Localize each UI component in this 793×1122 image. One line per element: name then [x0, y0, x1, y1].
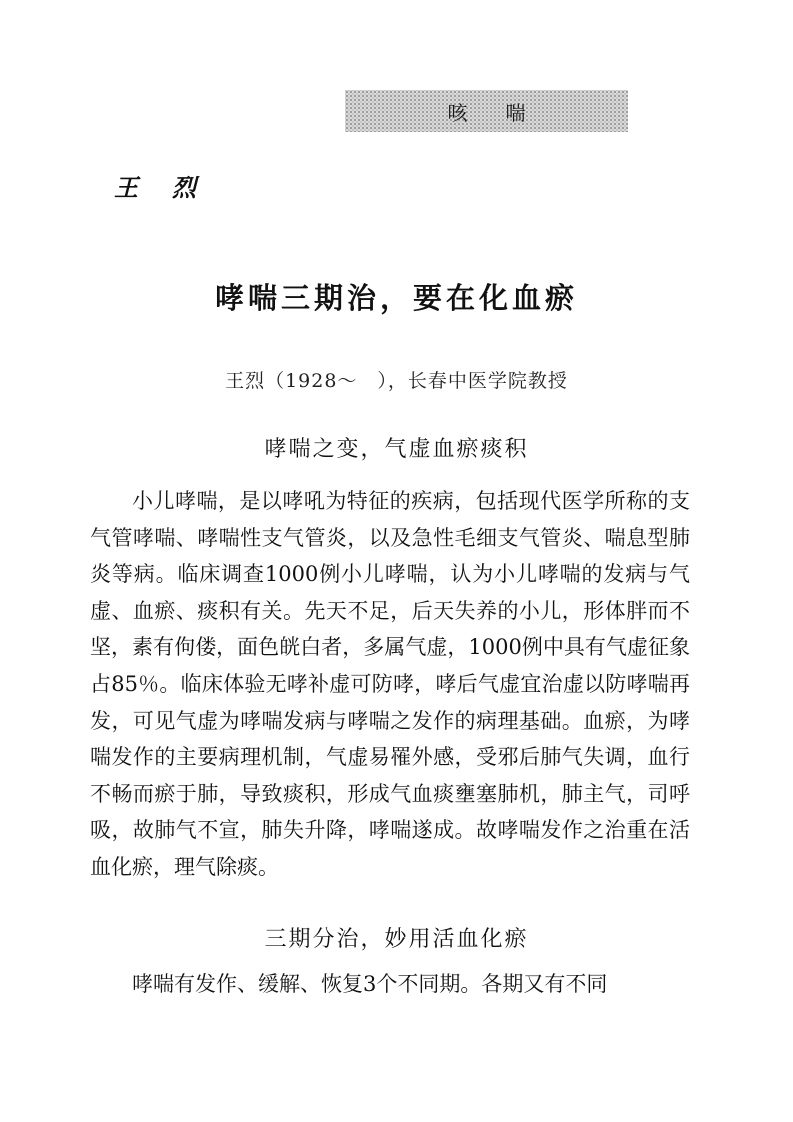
section-paragraph: 哮喘有发作、缓解、恢复3个不同期。各期又有不同: [132, 972, 608, 996]
author-name: 王烈: [114, 173, 230, 202]
category-label: 咳喘: [447, 100, 564, 125]
author-byline: 王烈（1928～ ），长春中医学院教授: [225, 370, 568, 392]
section-heading: 三期分治，妙用活血化瘀: [264, 927, 529, 952]
category-banner: [345, 90, 628, 132]
article-title: 哮喘三期治，要在化血瘀: [214, 281, 578, 315]
section-paragraph: 小儿哮喘，是以哮吼为特征的疾病，包括现代医学所称的支气管哮喘、哮喘性支气管炎，以及急性毛细支气管炎、喘息型肺炎等病。临床调查1000例小儿哮喘，认为小儿哮喘的发病与气虚、血瘀、痰积有关。先天不足，后天失养的小儿，形体胖而不坚，素有佝偻，面色㿠白者，多属气虚，1000例中具有气虚征象占85％。临床体验无哮补虚可防哮，哮后气虚宜治虚以防哮喘再发，可见气虚为哮喘发病与哮喘之发作的病理基础。血瘀，为哮喘发作的主要病理机制，气虚易罹外感，受邪后肺气失调，血行不畅而瘀于肺，导致痰积，形成气血痰壅塞肺机，肺主气，司呼吸，故肺气不宣，肺失升降，哮喘遂成。故哮喘发作之治重在活血化瘀，理气除痰。: [90, 489, 690, 879]
section-heading: 哮喘之变，气虚血瘀痰积: [264, 437, 529, 462]
